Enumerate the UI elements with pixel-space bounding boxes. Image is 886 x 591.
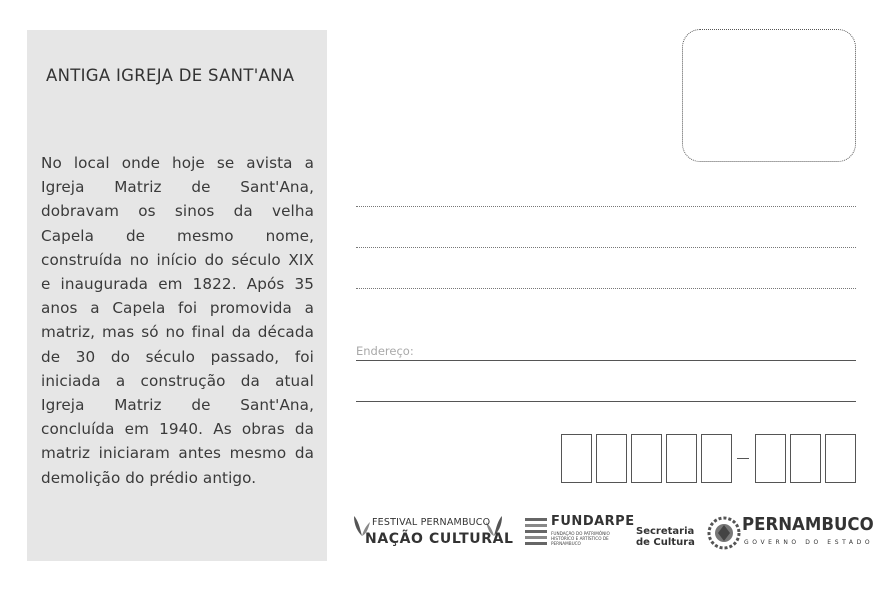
recipient-line-2: [356, 247, 856, 248]
cep-box: [701, 434, 732, 483]
festival-line-1: FESTIVAL PERNAMBUCO: [372, 517, 491, 528]
cep-box: [561, 434, 592, 483]
cep-box: [755, 434, 786, 483]
card-description: No local onde hoje se avista a Igreja Matriz de Sant'Ana, dobravam os sinos da velha Capela de mesmo nome, construída no início do século XIX e inaugurada em 1822. Após 35 anos a Capela foi promovida a matriz, mas só no final da década de 30 do século passado, foi iniciada a construção da atual Igreja Matriz de Sant'Ana, concluída em 1940. As obras da matriz iniciaram antes mesmo da demolição do prédio antigo.: [41, 154, 314, 487]
festival-logo: [350, 510, 514, 554]
address-line-1: [356, 360, 856, 361]
cep-separator: [737, 458, 749, 459]
fundarpe-name: FUNDARPE: [551, 514, 635, 529]
festival-line-2: NAÇÃO CULTURAL: [365, 531, 514, 547]
pernambuco-subtitle: GOVERNO DO ESTADO: [744, 539, 874, 546]
cep-box: [666, 434, 697, 483]
fundarpe-subtitle: FUNDAÇÃO DO PATRIMÔNIO HISTÓRICO E ARTÍSTICO DE PERNAMBUCO: [551, 531, 610, 546]
secretaria-logo: [636, 526, 696, 552]
cep-box: [596, 434, 627, 483]
cep-box: [825, 434, 856, 483]
stamp-area: [682, 29, 856, 162]
state-coat-of-arms-icon: [707, 513, 741, 553]
secretaria-line-2: de Cultura: [636, 537, 695, 548]
recipient-line-3: [356, 288, 856, 289]
pernambuco-name: PERNAMBUCO: [742, 514, 874, 535]
fundarpe-logo: [524, 514, 635, 554]
card-title: ANTIGA IGREJA DE SANT'ANA: [46, 66, 295, 85]
recipient-line-1: [356, 206, 856, 207]
cep-box: [631, 434, 662, 483]
secretaria-line-1: Secretaria: [636, 526, 695, 537]
cep-box: [790, 434, 821, 483]
pernambuco-logo: [707, 513, 874, 555]
address-label: Endereço:: [356, 344, 414, 358]
fundarpe-emblem-icon: [524, 516, 548, 548]
address-line-2: [356, 401, 856, 402]
